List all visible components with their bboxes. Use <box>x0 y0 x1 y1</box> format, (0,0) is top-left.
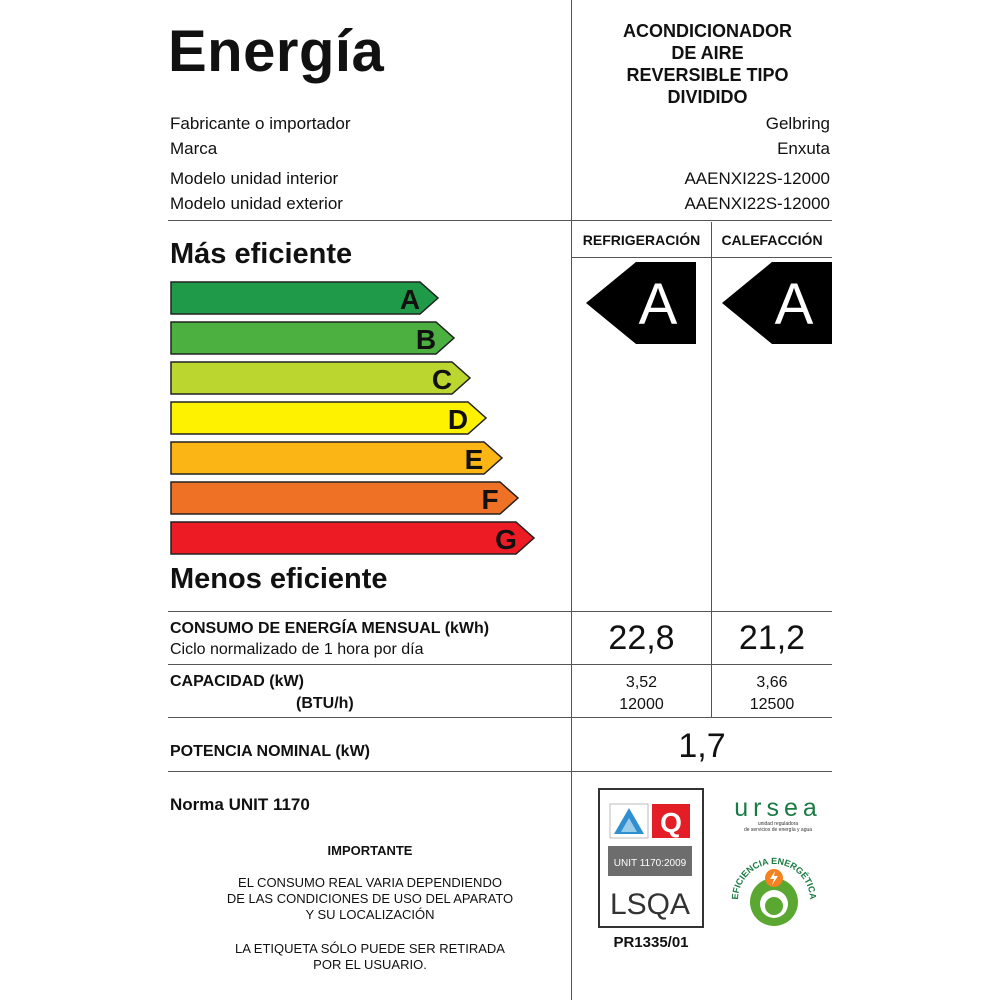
efficiency-bar-b <box>170 321 456 355</box>
manufacturer-label: Fabricante o importador <box>170 114 351 133</box>
heating-capacity-btu: 12500 <box>749 696 795 713</box>
svg-text:unidad reguladora: unidad reguladora <box>757 821 799 827</box>
efficiency-class-letter: D <box>447 404 469 435</box>
indoor-model-value: AAENXI22S-12000 <box>684 169 830 188</box>
important-heading: IMPORTANTE <box>327 843 413 858</box>
most-efficient-label: Más eficiente <box>170 238 353 270</box>
lsqa-standard-text: UNIT 1170:2009 <box>613 858 687 869</box>
efficiency-bar-g <box>170 521 536 555</box>
efficiency-class-letter: G <box>495 524 517 555</box>
efficiency-class-letter: F <box>481 484 499 515</box>
cooling-capacity-btu: 12000 <box>619 696 664 713</box>
nominal-power-title: POTENCIA NOMINAL (kW) <box>170 743 370 760</box>
divider-consumption <box>168 664 832 665</box>
capacity-title: CAPACIDAD (kW) <box>170 673 304 690</box>
cooling-rating-arrow <box>586 262 696 344</box>
heating-rating-arrow <box>722 262 832 344</box>
consumption-subtitle: Ciclo normalizado de 1 hora por día <box>170 641 424 658</box>
outdoor-model-label: Modelo unidad exterior <box>170 194 343 213</box>
heating-consumption-value: 21,2 <box>738 619 806 657</box>
efficiency-bar-c <box>170 361 472 395</box>
heating-column-header: CALEFACCIÓN <box>721 232 823 248</box>
heating-capacity-kw: 3,66 <box>756 674 788 691</box>
lsqa-certification-logo <box>598 788 704 928</box>
divider-col-head <box>571 257 832 258</box>
label-title: Energía <box>168 19 385 84</box>
efficiency-class-letter: C <box>431 364 453 395</box>
outdoor-model-value: AAENXI22S-12000 <box>684 194 830 213</box>
nominal-power-value: 1,7 <box>678 727 726 765</box>
efficiency-class-letter: B <box>415 324 437 355</box>
efficiency-class-letter: A <box>399 284 421 315</box>
efficiency-seal-icon <box>726 846 822 942</box>
lsqa-code: PR1335/01 <box>613 934 689 951</box>
svg-text:EFICIENCIA ENERGÉTICA: EFICIENCIA ENERGÉTICA <box>729 855 819 900</box>
center-divider <box>571 0 572 1000</box>
divider-scale <box>168 611 832 612</box>
manufacturer-value: Gelbring <box>765 114 830 133</box>
lsqa-text: LSQA <box>609 888 691 921</box>
standard-label: Norma UNIT 1170 <box>170 795 310 814</box>
lsqa-mark-icon <box>600 790 702 926</box>
ursea-logo <box>726 794 831 836</box>
consumption-note: EL CONSUMO REAL VARIA DEPENDIENDO DE LAS CONDICIONES DE USO DEL APARATO Y SU LOCALIZACIÓN <box>226 875 514 922</box>
efficiency-bar-f <box>170 481 520 515</box>
cooling-consumption-value: 22,8 <box>608 619 675 657</box>
divider-header <box>168 220 832 221</box>
efficiency-bar-a <box>170 281 440 315</box>
removal-note: LA ETIQUETA SÓLO PUEDE SER RETIRADA POR EL USUARIO. <box>235 941 505 972</box>
least-efficient-label: Menos eficiente <box>170 563 388 595</box>
cooling-column-header: REFRIGERACIÓN <box>582 232 701 248</box>
brand-label: Marca <box>170 139 218 158</box>
efficiency-class-letter: E <box>464 444 484 475</box>
divider-capacity <box>168 717 832 718</box>
product-type: ACONDICIONADOR DE AIRE REVERSIBLE TIPO DIVIDIDO <box>623 21 792 107</box>
cooling-rating-letter: A <box>638 272 678 337</box>
consumption-title: CONSUMO DE ENERGÍA MENSUAL (kWh) <box>170 620 490 637</box>
cooling-capacity-kw: 3,52 <box>625 674 658 691</box>
svg-text:de servicios de energía y agua: de servicios de energía y agua <box>743 827 813 833</box>
efficiency-bar-e <box>170 441 504 475</box>
efficiency-bar-d <box>170 401 488 435</box>
brand-value: Enxuta <box>777 139 830 158</box>
ursea-wordmark: ursea <box>734 794 822 822</box>
indoor-model-label: Modelo unidad interior <box>170 169 339 188</box>
heating-rating-letter: A <box>774 272 814 337</box>
svg-text:Q: Q <box>660 807 682 838</box>
capacity-btu-unit: (BTU/h) <box>296 695 354 712</box>
divider-power <box>168 771 832 772</box>
